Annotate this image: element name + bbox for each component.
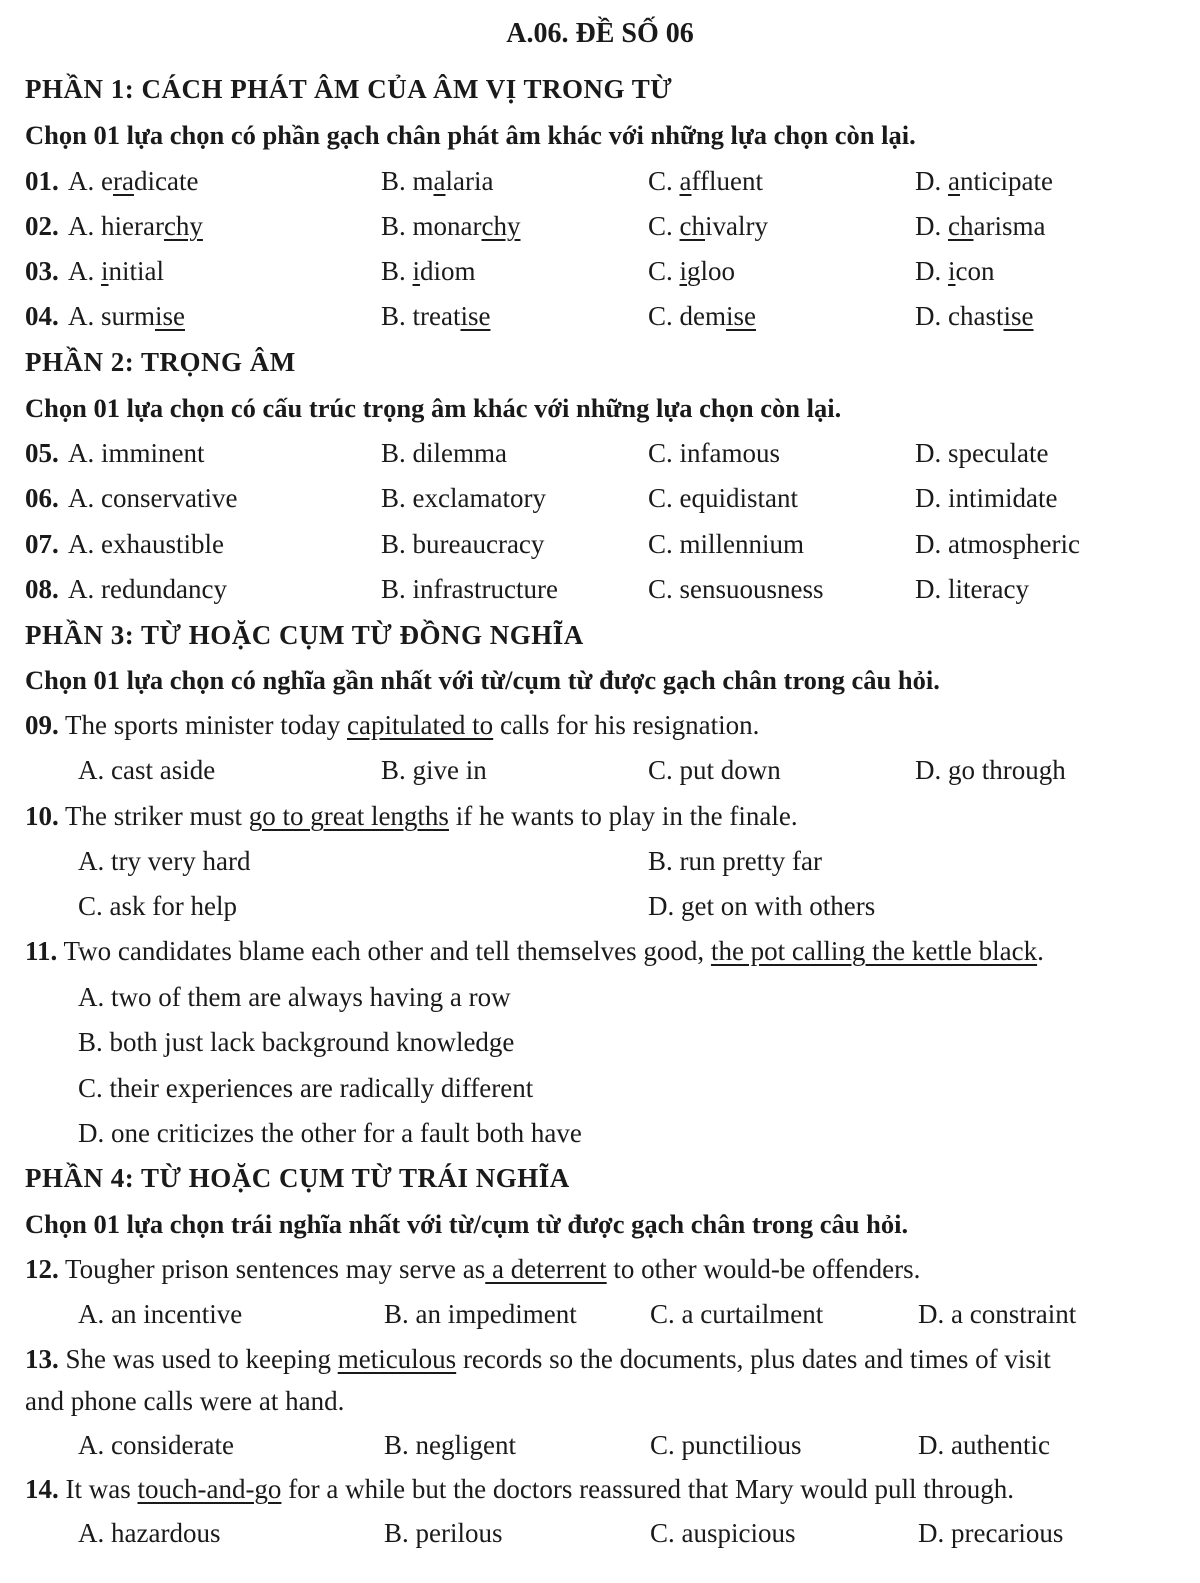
option-b[interactable]: B. an impediment [384, 1299, 577, 1329]
question-11-option-a [0, 984, 1200, 1020]
question-13-options [0, 1432, 1200, 1468]
option-c[interactable]: C. ask for help [78, 891, 237, 921]
option-d[interactable]: D. speculate [915, 438, 1049, 468]
option-c[interactable]: C. infamous [648, 438, 780, 468]
part-4-instruction: Chọn 01 lựa chọn trái nghĩa nhất với từ/cụm từ được gạch chân trong câu hỏi. [25, 1209, 909, 1239]
option-b[interactable]: B. perilous [384, 1518, 503, 1548]
option-c[interactable]: C. equidistant [648, 483, 798, 513]
question-13-stem-line2: and phone calls were at hand. [25, 1386, 345, 1416]
question-number: 06. [25, 483, 59, 513]
option-c[interactable]: C. affluent [648, 166, 763, 196]
question-12-options [0, 1301, 1200, 1337]
option-a[interactable]: A. cast aside [78, 755, 216, 785]
option-b[interactable]: B. infrastructure [381, 574, 558, 604]
question-08 [0, 576, 1200, 612]
question-number: 03. [25, 256, 59, 286]
option-c[interactable]: C. a curtailment [650, 1299, 824, 1329]
option-d[interactable]: D. charisma [915, 211, 1046, 241]
option-b[interactable]: B. bureaucracy [381, 529, 545, 559]
part-3-instruction: Chọn 01 lựa chọn có nghĩa gần nhất với từ/cụm từ được gạch chân trong câu hỏi. [25, 665, 940, 695]
question-11-option-c [0, 1075, 1200, 1111]
option-a[interactable]: A. imminent [68, 438, 205, 468]
question-05 [0, 440, 1200, 476]
page-title: A.06. ĐỀ SỐ 06 [506, 18, 694, 49]
part-1-heading: PHẦN 1: CÁCH PHÁT ÂM CỦA ÂM VỊ TRONG TỪ [25, 74, 673, 104]
question-number: 02. [25, 211, 59, 241]
question-10-options-row2 [0, 893, 1200, 929]
question-01 [0, 168, 1200, 204]
option-b[interactable]: B. negligent [384, 1430, 516, 1460]
option-d[interactable]: D. go through [915, 755, 1066, 785]
option-c[interactable]: C. auspicious [650, 1518, 796, 1548]
option-a[interactable]: A. conservative [68, 483, 238, 513]
option-b[interactable]: B. malaria [381, 166, 494, 196]
option-d[interactable]: D. chastise [915, 301, 1034, 331]
option-b[interactable]: B. treatise [381, 301, 491, 331]
option-a[interactable]: A. an incentive [78, 1299, 243, 1329]
question-number: 01. [25, 166, 59, 196]
option-d[interactable]: D. a constraint [918, 1299, 1077, 1329]
question-number: 05. [25, 438, 59, 468]
option-c[interactable]: C. igloo [648, 256, 736, 286]
option-a[interactable]: A. considerate [78, 1430, 234, 1460]
question-04 [0, 303, 1200, 339]
option-c[interactable]: C. punctilious [650, 1430, 802, 1460]
question-13-stem: 13. She was used to keeping meticulous records so the documents, plus dates and times of visit [25, 1344, 1051, 1374]
option-b[interactable]: B. idiom [381, 256, 476, 286]
option-b[interactable]: B. dilemma [381, 438, 507, 468]
question-number: 08. [25, 574, 59, 604]
option-d[interactable]: D. intimidate [915, 483, 1058, 513]
question-02 [0, 213, 1200, 249]
part-1-instruction: Chọn 01 lựa chọn có phần gạch chân phát âm khác với những lựa chọn còn lại. [25, 120, 916, 150]
option-d[interactable]: D. one criticizes the other for a fault both have [78, 1118, 582, 1148]
question-12-stem: 12. Tougher prison sentences may serve as a deterrent to other would-be offenders. [25, 1254, 921, 1284]
option-c[interactable]: C. demise [648, 301, 756, 331]
question-03 [0, 258, 1200, 294]
question-11-stem: 11. Two candidates blame each other and tell themselves good, the pot calling the kettle black. [25, 936, 1044, 966]
question-number: 07. [25, 529, 59, 559]
part-4-heading: PHẦN 4: TỪ HOẶC CỤM TỪ TRÁI NGHĨA [25, 1163, 570, 1193]
question-06 [0, 485, 1200, 521]
option-a[interactable]: A. surmise [68, 301, 185, 331]
option-a[interactable]: A. hierarchy [68, 211, 203, 241]
part-2-instruction: Chọn 01 lựa chọn có cấu trúc trọng âm khác với những lựa chọn còn lại. [25, 393, 842, 423]
option-a[interactable]: A. redundancy [68, 574, 227, 604]
question-09-stem: 09. The sports minister today capitulated to calls for his resignation. [25, 710, 760, 740]
question-10-stem: 10. The striker must go to great lengths if he wants to play in the finale. [25, 801, 798, 831]
option-c[interactable]: C. chivalry [648, 211, 768, 241]
option-d[interactable]: D. literacy [915, 574, 1029, 604]
option-d[interactable]: D. anticipate [915, 166, 1053, 196]
question-11-option-b [0, 1029, 1200, 1065]
option-d[interactable]: D. get on with others [648, 891, 876, 921]
question-07 [0, 531, 1200, 567]
option-d[interactable]: D. atmospheric [915, 529, 1080, 559]
question-14-stem: 14. It was touch-and-go for a while but the doctors reassured that Mary would pull through. [25, 1474, 1015, 1504]
option-d[interactable]: D. precarious [918, 1518, 1064, 1548]
question-09-options [0, 757, 1200, 793]
option-b[interactable]: B. run pretty far [648, 846, 822, 876]
part-2-heading: PHẦN 2: TRỌNG ÂM [25, 347, 296, 377]
option-b[interactable]: B. both just lack background knowledge [78, 1027, 515, 1057]
option-b[interactable]: B. monarchy [381, 211, 521, 241]
option-c[interactable]: C. their experiences are radically different [78, 1073, 534, 1103]
option-d[interactable]: D. icon [915, 256, 995, 286]
option-c[interactable]: C. put down [648, 755, 781, 785]
option-b[interactable]: B. give in [381, 755, 487, 785]
option-d[interactable]: D. authentic [918, 1430, 1050, 1460]
option-a[interactable]: A. hazardous [78, 1518, 221, 1548]
option-b[interactable]: B. exclamatory [381, 483, 546, 513]
part-3-heading: PHẦN 3: TỪ HOẶC CỤM TỪ ĐỒNG NGHĨA [25, 620, 584, 650]
option-a[interactable]: A. initial [68, 256, 165, 286]
option-c[interactable]: C. millennium [648, 529, 805, 559]
option-a[interactable]: A. eradicate [68, 166, 199, 196]
question-11-option-d [0, 1120, 1200, 1156]
question-number: 04. [25, 301, 59, 331]
option-a[interactable]: A. exhaustible [68, 529, 224, 559]
option-c[interactable]: C. sensuousness [648, 574, 824, 604]
option-a[interactable]: A. two of them are always having a row [78, 982, 511, 1012]
question-14-options [0, 1520, 1200, 1556]
question-10-options-row1 [0, 848, 1200, 884]
option-a[interactable]: A. try very hard [78, 846, 251, 876]
